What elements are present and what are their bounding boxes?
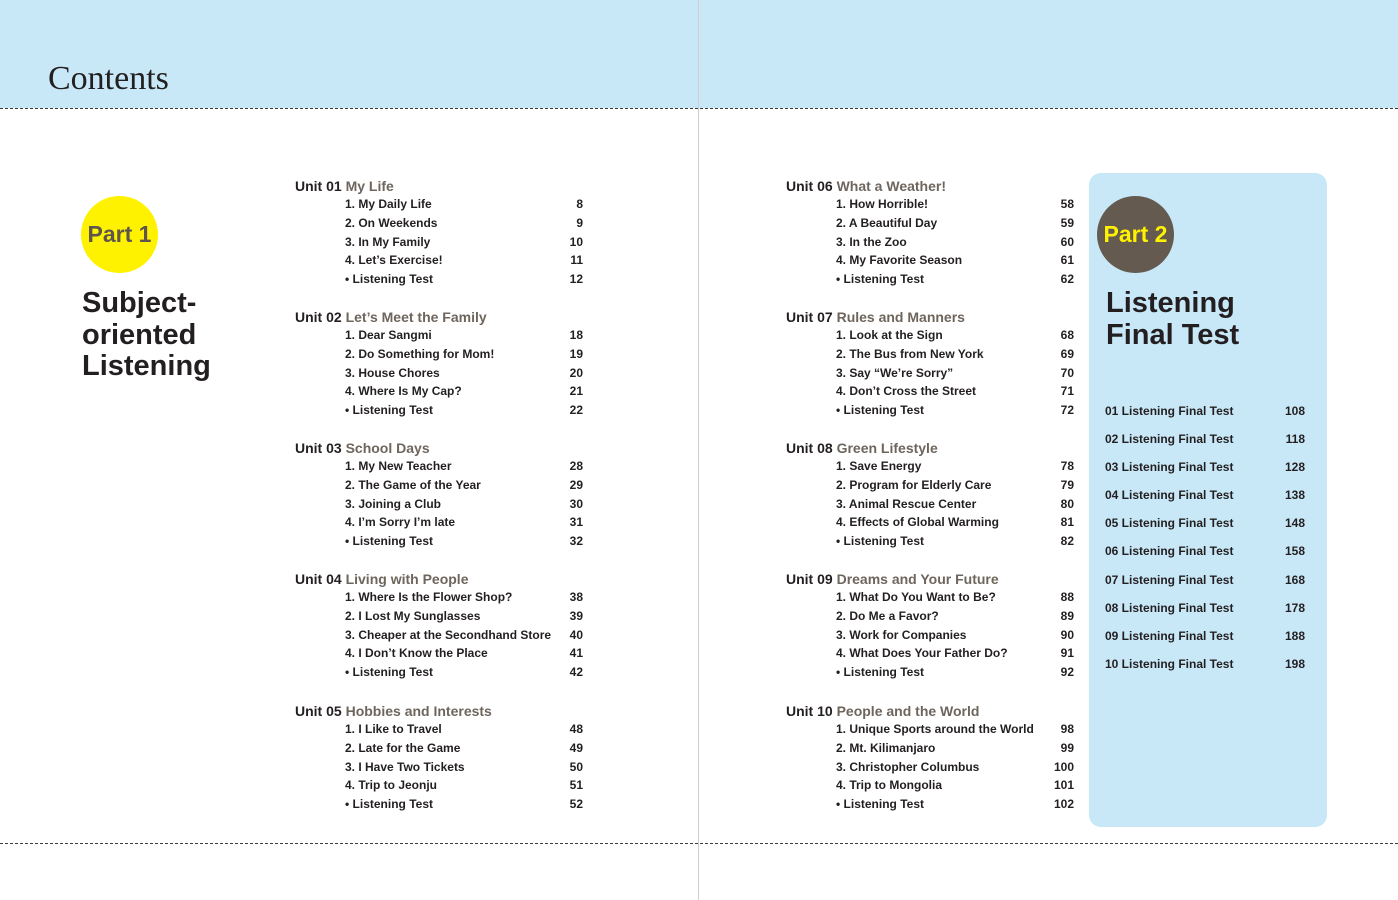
final-test-page-number: 158 <box>1284 544 1305 559</box>
toc-entry[interactable] <box>295 251 595 270</box>
entry-label: • Listening Test <box>836 403 924 418</box>
entry-page-number: 40 <box>569 627 583 642</box>
final-test-page-number: 168 <box>1284 572 1305 587</box>
toc-entry[interactable] <box>786 476 1086 495</box>
entry-page-number: 52 <box>569 797 583 812</box>
unit-heading <box>786 177 1086 195</box>
unit-heading <box>295 439 595 457</box>
entry-label: 1. My Daily Life <box>345 197 432 211</box>
unit-name: Green Lifestyle <box>836 440 938 456</box>
entry-label: 4. Don’t Cross the Street <box>836 384 977 399</box>
entry-label: 3. Work for Companies <box>836 627 967 642</box>
unit-heading <box>295 570 595 588</box>
entry-page-number: 70 <box>1060 365 1074 380</box>
entry-page-number: 72 <box>1060 403 1074 418</box>
toc-entry[interactable] <box>295 663 595 682</box>
entry-page-number: 49 <box>569 740 583 755</box>
final-test-label: 09 Listening Final Test <box>1105 628 1234 643</box>
unit-name: My Life <box>345 178 394 194</box>
toc-entry[interactable] <box>295 532 595 551</box>
unit-name: What a Weather! <box>836 178 947 194</box>
entry-label: 2. Do Me a Favor? <box>836 608 939 623</box>
entry-page-number: 88 <box>1060 590 1074 604</box>
header-band <box>0 0 1398 108</box>
unit-name: People and the World <box>836 703 980 719</box>
entry-page-number: 51 <box>569 778 583 793</box>
toc-entry[interactable] <box>295 326 595 345</box>
unit-heading <box>786 308 1086 326</box>
entry-page-number: 79 <box>1060 477 1074 492</box>
final-test-page-number: 108 <box>1284 404 1305 418</box>
entry-label: 3. Joining a Club <box>345 496 442 511</box>
entry-label: • Listening Test <box>836 534 924 549</box>
toc-entry[interactable] <box>295 720 595 739</box>
part1-title <box>82 288 272 383</box>
final-test-entry[interactable] <box>1105 486 1305 514</box>
toc-entry[interactable] <box>786 720 1086 739</box>
entry-page-number: 28 <box>569 459 583 473</box>
entry-label: 3. In the Zoo <box>836 234 907 249</box>
entry-label: 1. How Horrible! <box>836 197 929 211</box>
final-test-label: 02 Listening Final Test <box>1105 432 1234 447</box>
unit-number: Unit 08 <box>786 440 833 456</box>
toc-entry[interactable] <box>786 626 1086 645</box>
entry-label: 3. House Chores <box>345 365 440 380</box>
entry-label: 1. My New Teacher <box>345 459 452 473</box>
entry-label: 4. What Does Your Father Do? <box>836 646 1008 661</box>
toc-entry[interactable] <box>295 588 595 607</box>
toc-entry[interactable] <box>295 195 595 214</box>
footer-divider <box>0 843 1398 844</box>
entry-label: • Listening Test <box>345 665 433 680</box>
entry-label: 2. A Beautiful Day <box>836 215 938 230</box>
unit-block <box>786 308 1086 420</box>
entry-page-number: 90 <box>1060 627 1074 642</box>
unit-name: Dreams and Your Future <box>836 571 999 587</box>
unit-block <box>295 570 595 682</box>
entry-label: 4. I’m Sorry I’m late <box>345 515 456 530</box>
entry-label: 4. Let’s Exercise! <box>345 253 443 268</box>
toc-entry[interactable] <box>786 495 1086 514</box>
unit-block <box>295 308 595 420</box>
entry-page-number: 99 <box>1060 740 1074 755</box>
toc-entry[interactable] <box>295 513 595 532</box>
entry-label: 2. The Game of the Year <box>345 477 481 492</box>
part2-title-line: Listening <box>1106 287 1235 319</box>
unit-block <box>786 570 1086 682</box>
toc-entry[interactable] <box>786 251 1086 270</box>
final-test-entry[interactable] <box>1105 430 1305 458</box>
entry-label: 4. My Favorite Season <box>836 253 963 268</box>
entry-label: • Listening Test <box>836 797 924 812</box>
unit-block <box>786 177 1086 289</box>
entry-page-number: 32 <box>569 534 583 549</box>
toc-entry[interactable] <box>786 776 1086 795</box>
entry-page-number: 59 <box>1060 215 1074 230</box>
part1-title-line: Subject- <box>82 287 197 319</box>
toc-entry[interactable] <box>786 326 1086 345</box>
final-test-label: 05 Listening Final Test <box>1105 516 1234 531</box>
toc-entry[interactable] <box>786 457 1086 476</box>
entry-page-number: 71 <box>1060 384 1074 399</box>
unit-block <box>786 702 1086 814</box>
unit-block <box>786 439 1086 551</box>
toc-entry[interactable] <box>295 607 595 626</box>
final-test-page-number: 128 <box>1284 460 1305 475</box>
entry-page-number: 101 <box>1053 778 1074 793</box>
unit-number: Unit 01 <box>295 178 342 194</box>
unit-name: School Days <box>345 440 430 456</box>
toc-entry[interactable] <box>295 214 595 233</box>
toc-entry[interactable] <box>786 214 1086 233</box>
toc-entry[interactable] <box>786 513 1086 532</box>
entry-page-number: 89 <box>1060 608 1074 623</box>
unit-number: Unit 04 <box>295 571 342 587</box>
entry-label: 4. Trip to Mongolia <box>836 778 942 793</box>
unit-block <box>295 702 595 814</box>
final-test-page-number: 198 <box>1284 656 1305 671</box>
entry-page-number: 21 <box>569 384 583 399</box>
unit-number: Unit 07 <box>786 309 833 325</box>
entry-page-number: 8 <box>576 197 583 211</box>
toc-entry[interactable] <box>786 532 1086 551</box>
entry-page-number: 69 <box>1060 346 1074 361</box>
unit-heading <box>295 177 595 195</box>
entry-page-number: 42 <box>569 665 583 680</box>
entry-label: 3. Say “We’re Sorry” <box>836 365 954 380</box>
entry-page-number: 9 <box>576 215 583 230</box>
entry-label: • Listening Test <box>345 797 433 812</box>
entry-page-number: 91 <box>1060 646 1074 661</box>
toc-entry[interactable] <box>295 382 595 401</box>
unit-number: Unit 09 <box>786 571 833 587</box>
entry-page-number: 78 <box>1060 459 1074 473</box>
entry-page-number: 68 <box>1060 328 1074 342</box>
final-test-entry[interactable] <box>1105 542 1305 570</box>
entry-label: 3. In My Family <box>345 234 431 249</box>
final-test-entry[interactable] <box>1105 599 1305 627</box>
unit-name: Living with People <box>345 571 469 587</box>
entry-label: 4. Trip to Jeonju <box>345 778 438 793</box>
unit-heading <box>786 570 1086 588</box>
final-test-label: 01 Listening Final Test <box>1105 404 1234 418</box>
unit-name: Let’s Meet the Family <box>345 309 487 325</box>
entry-label: 4. Effects of Global Warming <box>836 515 999 530</box>
final-test-page-number: 118 <box>1285 432 1305 447</box>
final-test-list <box>1105 402 1305 683</box>
entry-page-number: 22 <box>569 403 583 418</box>
final-test-label: 03 Listening Final Test <box>1105 460 1234 475</box>
toc-entry[interactable] <box>786 345 1086 364</box>
entry-label: 1. What Do You Want to Be? <box>836 590 996 604</box>
toc-entry[interactable] <box>786 364 1086 383</box>
toc-entry[interactable] <box>786 795 1086 814</box>
final-test-page-number: 178 <box>1284 600 1305 615</box>
toc-entry[interactable] <box>786 270 1086 289</box>
unit-block <box>295 177 595 289</box>
entry-label: 2. The Bus from New York <box>836 346 984 361</box>
final-test-label: 08 Listening Final Test <box>1105 600 1234 615</box>
entry-label: 4. Where Is My Cap? <box>345 384 462 399</box>
unit-block <box>295 439 595 551</box>
entry-label: 3. Cheaper at the Secondhand Store <box>345 627 552 642</box>
entry-label: 2. On Weekends <box>345 215 438 230</box>
toc-entry[interactable] <box>295 795 595 814</box>
entry-page-number: 41 <box>569 646 583 661</box>
toc-entry[interactable] <box>786 644 1086 663</box>
toc-entry[interactable] <box>295 345 595 364</box>
unit-heading <box>295 308 595 326</box>
part2-title-line: Final Test <box>1106 318 1240 351</box>
unit-name: Rules and Manners <box>836 309 965 325</box>
entry-page-number: 62 <box>1060 272 1074 287</box>
entry-label: 2. Late for the Game <box>345 740 461 755</box>
entry-label: 1. Look at the Sign <box>836 328 943 342</box>
final-test-label: 04 Listening Final Test <box>1105 488 1234 503</box>
header-divider <box>0 108 1398 109</box>
entry-label: 2. I Lost My Sunglasses <box>345 608 481 623</box>
entry-label: 4. I Don’t Know the Place <box>345 646 488 661</box>
entry-label: 3. Animal Rescue Center <box>836 496 977 511</box>
unit-number: Unit 03 <box>295 440 342 456</box>
unit-heading <box>786 439 1086 457</box>
entry-label: 2. Mt. Kilimanjaro <box>836 740 936 755</box>
page-gutter <box>698 0 699 900</box>
toc-entry[interactable] <box>295 776 595 795</box>
entry-label: 3. Christopher Columbus <box>836 759 980 774</box>
unit-heading <box>786 702 1086 720</box>
unit-number: Unit 06 <box>786 178 833 194</box>
toc-entry[interactable] <box>786 758 1086 777</box>
entry-page-number: 29 <box>569 477 583 492</box>
toc-entry[interactable] <box>786 382 1086 401</box>
part2-badge: Part 2 <box>1097 196 1174 273</box>
final-test-label: 07 Listening Final Test <box>1105 572 1234 587</box>
toc-entry[interactable] <box>786 588 1086 607</box>
entry-label: 2. Program for Elderly Care <box>836 477 992 492</box>
unit-heading <box>295 702 595 720</box>
final-test-page-number: 148 <box>1284 516 1305 531</box>
toc-entry[interactable] <box>786 607 1086 626</box>
entry-label: 3. I Have Two Tickets <box>345 759 465 774</box>
entry-page-number: 19 <box>569 346 583 361</box>
entry-page-number: 98 <box>1060 722 1074 736</box>
entry-page-number: 12 <box>569 272 583 287</box>
entry-page-number: 11 <box>570 253 583 268</box>
part1-badge: Part 1 <box>81 196 158 273</box>
unit-name: Hobbies and Interests <box>345 703 492 719</box>
final-test-page-number: 138 <box>1284 488 1305 503</box>
unit-number: Unit 05 <box>295 703 342 719</box>
entry-label: 1. I Like to Travel <box>345 722 442 736</box>
entry-label: • Listening Test <box>345 272 433 287</box>
toc-entry[interactable] <box>295 364 595 383</box>
part1-title-line: Listening <box>82 350 211 382</box>
entry-page-number: 92 <box>1060 665 1074 680</box>
unit-number: Unit 10 <box>786 703 833 719</box>
toc-entry[interactable] <box>295 495 595 514</box>
toc-entry[interactable] <box>295 626 595 645</box>
entry-label: 1. Unique Sports around the World <box>836 722 1034 736</box>
page-title: Contents <box>48 60 169 97</box>
toc-entry[interactable] <box>786 739 1086 758</box>
final-test-entry[interactable] <box>1105 402 1305 430</box>
toc-entry[interactable] <box>786 401 1086 420</box>
final-test-page-number: 188 <box>1284 628 1305 643</box>
part1-title-line: oriented <box>82 318 197 351</box>
toc-entry[interactable] <box>786 195 1086 214</box>
entry-label: • Listening Test <box>836 272 924 287</box>
entry-page-number: 31 <box>569 515 583 530</box>
entry-label: 1. Save Energy <box>836 459 922 473</box>
entry-page-number: 50 <box>569 759 583 774</box>
part2-title <box>1106 288 1306 351</box>
entry-page-number: 102 <box>1053 797 1074 812</box>
entry-label: • Listening Test <box>836 665 924 680</box>
entry-label: 1. Dear Sangmi <box>345 328 432 342</box>
entry-page-number: 30 <box>569 496 583 511</box>
toc-entry[interactable] <box>295 270 595 289</box>
entry-page-number: 18 <box>569 328 583 342</box>
entry-page-number: 39 <box>569 608 583 623</box>
entry-page-number: 48 <box>569 722 583 736</box>
entry-page-number: 10 <box>569 234 583 249</box>
entry-page-number: 81 <box>1060 515 1074 530</box>
final-test-entry[interactable] <box>1105 655 1305 683</box>
entry-page-number: 82 <box>1060 534 1074 549</box>
entry-page-number: 38 <box>569 590 583 604</box>
toc-entry[interactable] <box>786 663 1086 682</box>
entry-page-number: 60 <box>1060 234 1074 249</box>
entry-label: 2. Do Something for Mom! <box>345 346 495 361</box>
toc-entry[interactable] <box>295 758 595 777</box>
toc-entry[interactable] <box>295 739 595 758</box>
unit-number: Unit 02 <box>295 309 342 325</box>
toc-entry[interactable] <box>295 457 595 476</box>
entry-page-number: 58 <box>1060 197 1074 211</box>
entry-page-number: 20 <box>569 365 583 380</box>
toc-entry[interactable] <box>295 233 595 252</box>
final-test-entry[interactable] <box>1105 571 1305 599</box>
entry-label: 1. Where Is the Flower Shop? <box>345 590 513 604</box>
final-test-entry[interactable] <box>1105 458 1305 486</box>
toc-entry[interactable] <box>295 476 595 495</box>
toc-entry[interactable] <box>295 644 595 663</box>
entry-page-number: 100 <box>1053 759 1074 774</box>
entry-label: • Listening Test <box>345 534 433 549</box>
toc-entry[interactable] <box>786 233 1086 252</box>
final-test-entry[interactable] <box>1105 627 1305 655</box>
entry-page-number: 61 <box>1060 253 1074 268</box>
entry-page-number: 80 <box>1060 496 1074 511</box>
final-test-entry[interactable] <box>1105 514 1305 542</box>
final-test-label: 06 Listening Final Test <box>1105 544 1234 559</box>
entry-label: • Listening Test <box>345 403 433 418</box>
final-test-label: 10 Listening Final Test <box>1105 656 1234 671</box>
toc-entry[interactable] <box>295 401 595 420</box>
